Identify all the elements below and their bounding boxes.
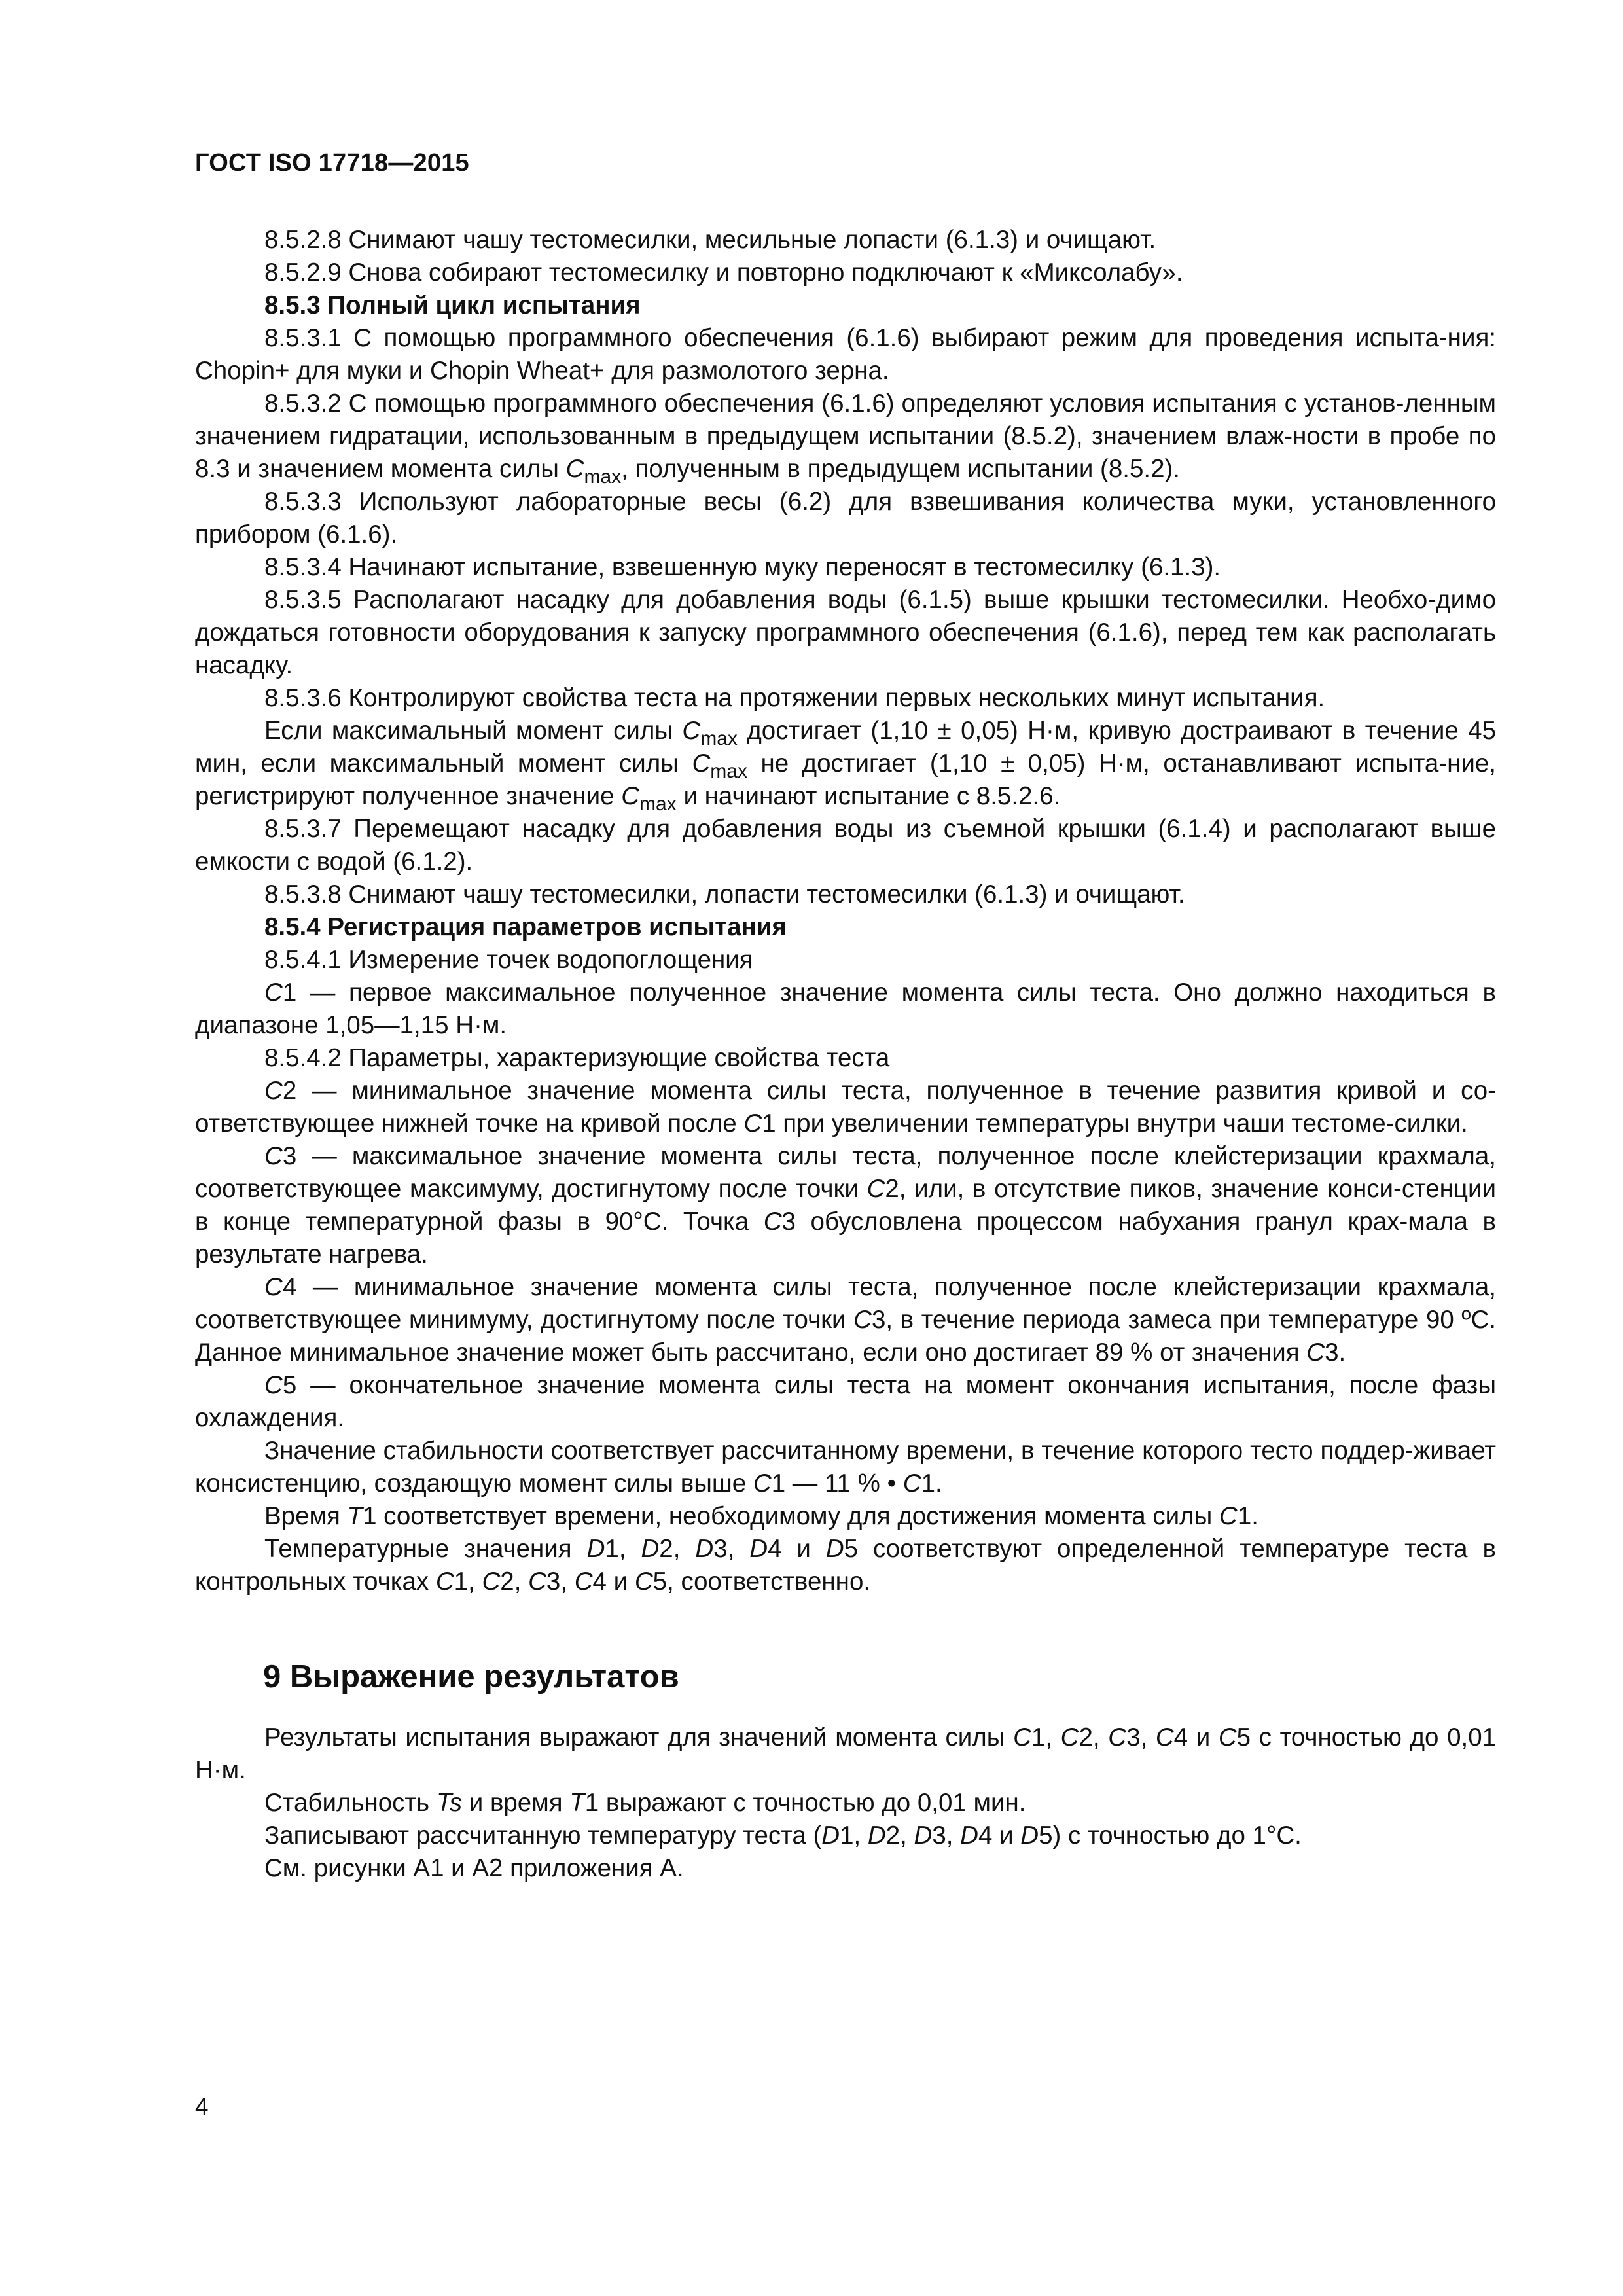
paragraph-c2: C2 — минимальное значение момента силы теста, полученное в течение развития кривой и со-ответствующее нижней точке на кривой после C1 при увеличении температуры внутри чаши тестоме-силки. <box>195 1077 1496 1138</box>
paragraph-8-5-3-2: 8.5.3.2 С помощью программного обеспечения (6.1.6) определяют условия испытания с установ-ленным значением гидратации, использованным в предыдущем испытании (8.5.2), значением влаж-ности в пробе по 8.3 и значением момента силы $C_{max}$, полученным в предыдущем испытании (8.5.2). <box>195 389 1496 488</box>
paragraph-cmax-condition: Если максимальный момент силы $C_{max}$ достигает (1,10 ± 0,05) Н·м, кривую достраивают в течение 45 мин, если максимальный момент силы $C_{max}$ не достигает (1,10 ± 0,05) Н·м, останавливают испыта-ние, регистрируют полученное значение $C_{max}$ и начинают испытание с 8.5.2.6. <box>195 717 1497 815</box>
paragraph-stability: Значение стабильности соответствует рассчитанному времени, в течение которого тесто поддер-живает консистенцию, создающую момент силы выше C1 — 11 % • C1. <box>195 1437 1496 1498</box>
section-9-paragraph-stability: Стабильность Ts и время T1 выражают с точностью до 0,01 мин. <box>264 1789 1026 1817</box>
paragraph-8-5-4-1: 8.5.4.1 Измерение точек водопоглощения <box>264 946 753 974</box>
section-9-paragraph-temperature: Записывают рассчитанную температуру теста (D1, D2, D3, D4 и D5) с точностью до 1°С. <box>264 1821 1302 1850</box>
heading-8-5-4: 8.5.4 Регистрация параметров испытания <box>264 913 787 941</box>
paragraph-8-5-3-5: 8.5.3.5 Располагают насадку для добавления воды (6.1.5) выше крышки тестомесилки. Необхо-димо дождаться готовности оборудования к запуску программного обеспечения (6.1.6), перед тем как располагать насадку. <box>195 586 1496 679</box>
heading-8-5-3: 8.5.3 Полный цикл испытания <box>264 291 641 319</box>
paragraph-c3: C3 — максимальное значение момента силы теста, полученное после клейстеризации крахмала, соответствующее максимуму, достигнутому после точки C2, или, в отсутствие пиков, значение конси-стенции в конце температурной фазы в 90°С. Точка C3 обусловлена процессом набухания гранул крах-мала в результате нагрева. <box>195 1142 1497 1268</box>
paragraph-8-5-3-7: 8.5.3.7 Перемещают насадку для добавления воды из съемной крышки (6.1.4) и располагают выше емкости с водой (6.1.2). <box>195 815 1496 876</box>
main-text <box>195 224 1496 1598</box>
paragraph-8-5-3-8: 8.5.3.8 Снимают чашу тестомесилки, лопасти тестомесилки (6.1.3) и очищают. <box>264 880 1185 908</box>
paragraph-c4: C4 — минимальное значение момента силы теста, полученное после клейстеризации крахмала, соответствующее минимуму, достигнутому после точки C3, в течение периода замеса при температуре 90 ºС. Данное минимальное значение может быть рассчитано, если оно достигает 89 % от значения C3. <box>195 1273 1496 1367</box>
section-9-paragraph-figures: См. рисунки А1 и А2 приложения А. <box>264 1854 684 1882</box>
section-9-paragraph-results: Результаты испытания выражают для значений момента силы C1, C2, C3, C4 и C5 с точностью до 0,01 Н·м. <box>195 1723 1497 1784</box>
paragraph-8-5-3-6: 8.5.3.6 Контролируют свойства теста на протяжении первых нескольких минут испытания. <box>264 684 1325 712</box>
paragraph-c1: C1 — первое максимальное полученное значение момента силы теста. Оно должно находиться в диапазоне 1,05—1,15 Н·м. <box>195 978 1496 1039</box>
page-number: 4 <box>195 2093 209 2120</box>
paragraph-c5: C5 — окончательное значение момента силы теста на момент окончания испытания, после фазы охлаждения. <box>195 1371 1496 1432</box>
section-9-text <box>195 1721 1496 1885</box>
document-header: ГОСТ ISO 17718—2015 <box>195 149 469 177</box>
paragraph-8-5-4-2: 8.5.4.2 Параметры, характеризующие свойства теста <box>264 1044 890 1072</box>
paragraph-8-5-3-1: 8.5.3.1 С помощью программного обеспечения (6.1.6) выбирают режим для проведения испыта-ния: Chopin+ для муки и Chopin Wheat+ для размолотого зерна. <box>195 324 1496 385</box>
paragraph-time-t1: Время T1 соответствует времени, необходимому для достижения момента силы C1. <box>264 1502 1258 1530</box>
paragraph-8-5-2-8: 8.5.2.8 Снимают чашу тестомесилки, месильные лопасти (6.1.3) и очищают. <box>264 226 1156 254</box>
paragraph-8-5-2-9: 8.5.2.9 Снова собирают тестомесилку и повторно подключают к «Миксолабу». <box>264 259 1183 287</box>
section-9-title: 9 Выражение результатов <box>263 1659 679 1695</box>
paragraph-8-5-3-3: 8.5.3.3 Используют лабораторные весы (6.2) для взвешивания количества муки, установленного прибором (6.1.6). <box>195 488 1496 548</box>
paragraph-8-5-3-4: 8.5.3.4 Начинают испытание, взвешенную муку переносят в тестомесилку (6.1.3). <box>264 553 1221 581</box>
paragraph-temperatures: Температурные значения D1, D2, D3, D4 и D5 соответствуют определенной температуре теста в контрольных точках C1, C2, C3, C4 и C5, соответственно. <box>195 1535 1496 1596</box>
